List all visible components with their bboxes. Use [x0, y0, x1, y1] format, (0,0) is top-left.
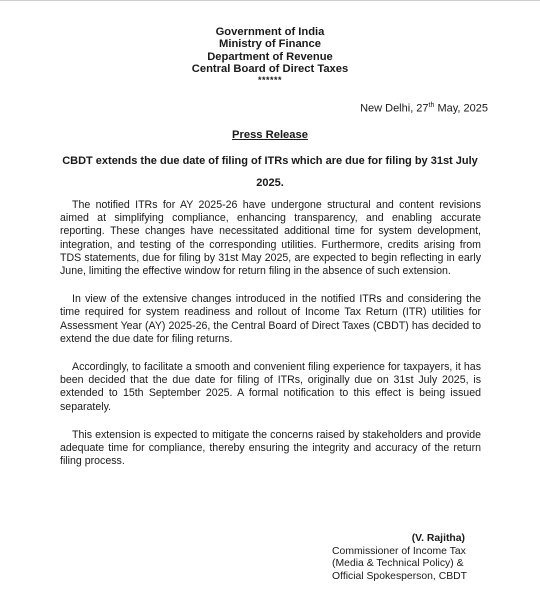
paragraph-2: In view of the extensive changes introduced in the notified ITRs and considering the time required for system readiness and rollout of Income Tax Return (ITR) utilities for Assessment Year (AY) 2025-26, the Central Board of Direct Taxes (CBDT) has decided to extend the due date for filing returns. [60, 293, 481, 345]
date-suffix: th [428, 102, 435, 109]
top-border [0, 0, 540, 1]
signature-block [332, 533, 467, 583]
header-department: Department of Revenue [207, 50, 333, 63]
body-text [60, 199, 481, 483]
header-stars: ****** [257, 74, 282, 85]
document-header [0, 26, 540, 84]
press-release-title: Press Release [232, 129, 308, 141]
signatory-portfolio: (Media & Technical Policy) & [332, 558, 464, 570]
signatory-title: Commissioner of Income Tax [332, 545, 466, 557]
release-date [360, 102, 488, 115]
header-board: Central Board of Direct Taxes [191, 63, 349, 76]
header-ministry: Ministry of Finance [219, 38, 321, 51]
signatory-spokesperson: Official Spokesperson, CBDT [332, 570, 467, 582]
header-government: Government of India [215, 26, 325, 38]
date-place-day: New Delhi, 27 [360, 102, 429, 115]
subject-heading: CBDT extends the due date of filing of ITRs which are due for filing by 31st July 2025. [62, 155, 478, 189]
paragraph-1: The notified ITRs for AY 2025-26 have undergone structural and content revisions aimed at simplifying compliance, enhancing transparency, and enabling accurate reporting. These changes have necessitated additional time for system development, integration, and testing of the corresponding utilities. Furthermore, credits arising from TDS statements, due for filing by 31st May 2025, are expected to begin reflecting in early June, limiting the effective window for return filing in the absence of such extension. [60, 199, 481, 278]
signatory-name: (V. Rajitha) [411, 533, 465, 544]
paragraph-4: This extension is expected to mitigate the concerns raised by stakeholders and provide adequate time for compliance, thereby ensuring the integrity and accuracy of the return filing process. [60, 428, 481, 468]
date-month-year: May, 2025 [434, 102, 488, 115]
paragraph-3: Accordingly, to facilitate a smooth and convenient filing experience for taxpayers, it has been decided that the due date for filing of ITRs, originally due on 31st July 2025, is extended to 15th September 2025. A formal notification to this effect is being issued separately. [60, 361, 481, 413]
